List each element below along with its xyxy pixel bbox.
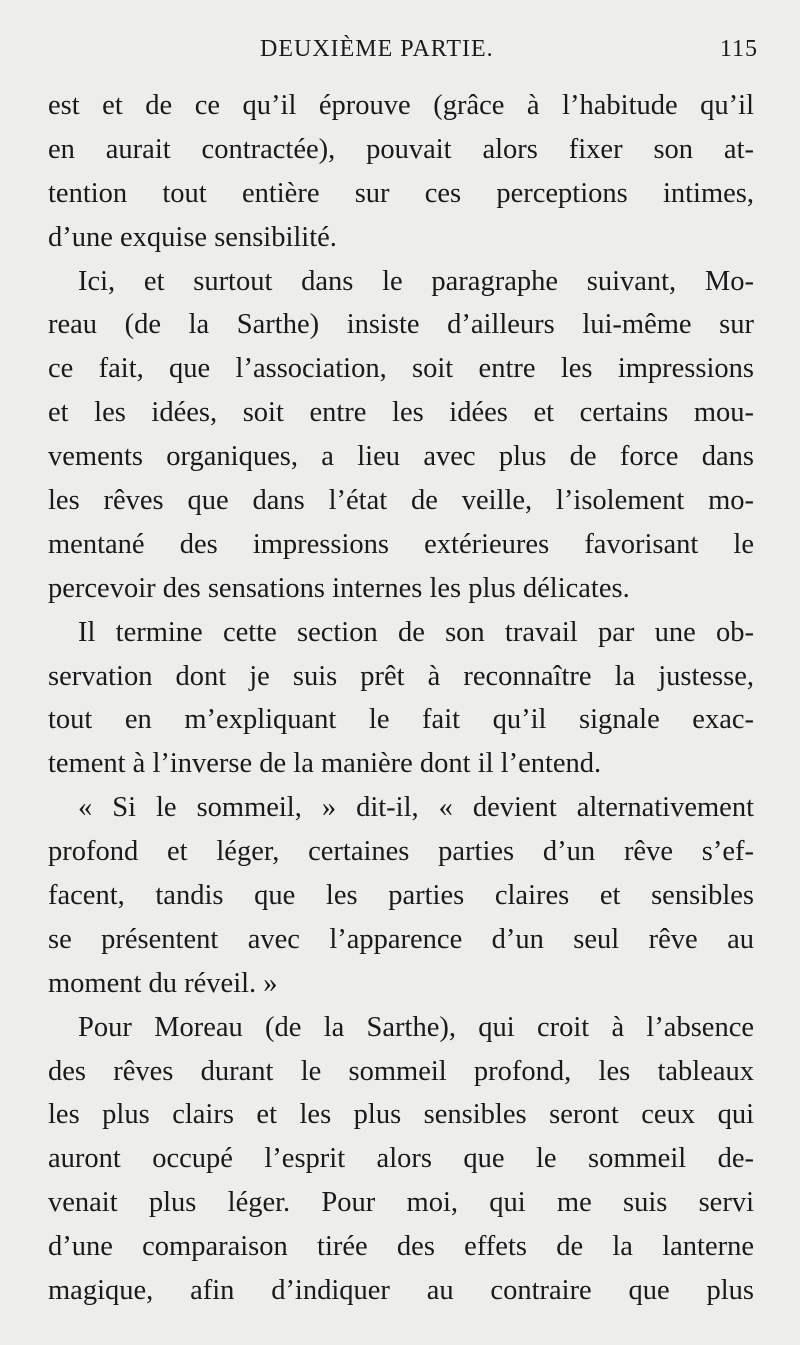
paragraph <box>48 260 754 611</box>
text-line: et les idées, soit entre les idées et certains mou- <box>48 397 754 429</box>
page-body <box>48 84 754 1313</box>
text-line: Il termine cette section de son travail par une ob- <box>78 616 754 648</box>
text-line: reau (de la Sarthe) insiste d’ailleurs lui-même sur <box>48 309 754 341</box>
text-line: des rêves durant le sommeil profond, les tableaux <box>48 1055 754 1087</box>
paragraph <box>48 611 754 787</box>
text-line: facent, tandis que les parties claires et sensibles <box>48 880 754 912</box>
paragraph <box>48 786 754 1005</box>
text-line: tention tout entière sur ces perceptions intimes, <box>48 177 754 209</box>
text-line: vements organiques, a lieu avec plus de force dans <box>48 441 754 473</box>
text-line: les rêves que dans l’état de veille, l’isolement mo- <box>48 485 754 517</box>
paragraph <box>48 1006 754 1313</box>
text-line: auront occupé l’esprit alors que le sommeil de- <box>48 1143 754 1175</box>
text-line: tout en m’expliquant le fait qu’il signale exac- <box>48 704 754 736</box>
text-line: se présentent avec l’apparence d’un seul rêve au <box>48 923 754 955</box>
text-line: « Si le sommeil, » dit-il, « devient alternativement <box>78 792 754 824</box>
text-line: ce fait, que l’association, soit entre les impressions <box>48 353 754 385</box>
text-line: servation dont je suis prêt à reconnaître la justesse, <box>48 660 754 692</box>
text-line: d’une exquise sensibilité. <box>48 221 337 253</box>
text-line: en aurait contractée), pouvait alors fixer son at- <box>48 133 754 165</box>
text-line: mentané des impressions extérieures favorisant le <box>48 528 754 560</box>
text-line: profond et léger, certaines parties d’un rêve s’ef- <box>48 836 754 868</box>
page-number: 115 <box>719 36 758 62</box>
text-line: moment du réveil. » <box>48 967 278 999</box>
text-line: les plus clairs et les plus sensibles seront ceux qui <box>48 1099 754 1131</box>
text-line: venait plus léger. Pour moi, qui me suis servi <box>48 1187 754 1219</box>
text-line: Ici, et surtout dans le paragraphe suivant, Mo- <box>78 265 754 297</box>
text-line: d’une comparaison tirée des effets de la lanterne <box>48 1231 754 1263</box>
header-title: DEUXIÈME PARTIE. <box>260 36 494 62</box>
text-line: est et de ce qu’il éprouve (grâce à l’habitude qu’il <box>48 90 754 121</box>
text-line: percevoir des sensations internes les plus délicates. <box>48 572 630 604</box>
text-line: tement à l’inverse de la manière dont il l’entend. <box>48 748 602 780</box>
text-line: Pour Moreau (de la Sarthe), qui croit à l’absence <box>78 1011 754 1043</box>
paragraph <box>48 84 754 260</box>
running-header <box>48 36 758 76</box>
text-line: magique, afin d’indiquer au contraire que plus <box>48 1275 754 1307</box>
